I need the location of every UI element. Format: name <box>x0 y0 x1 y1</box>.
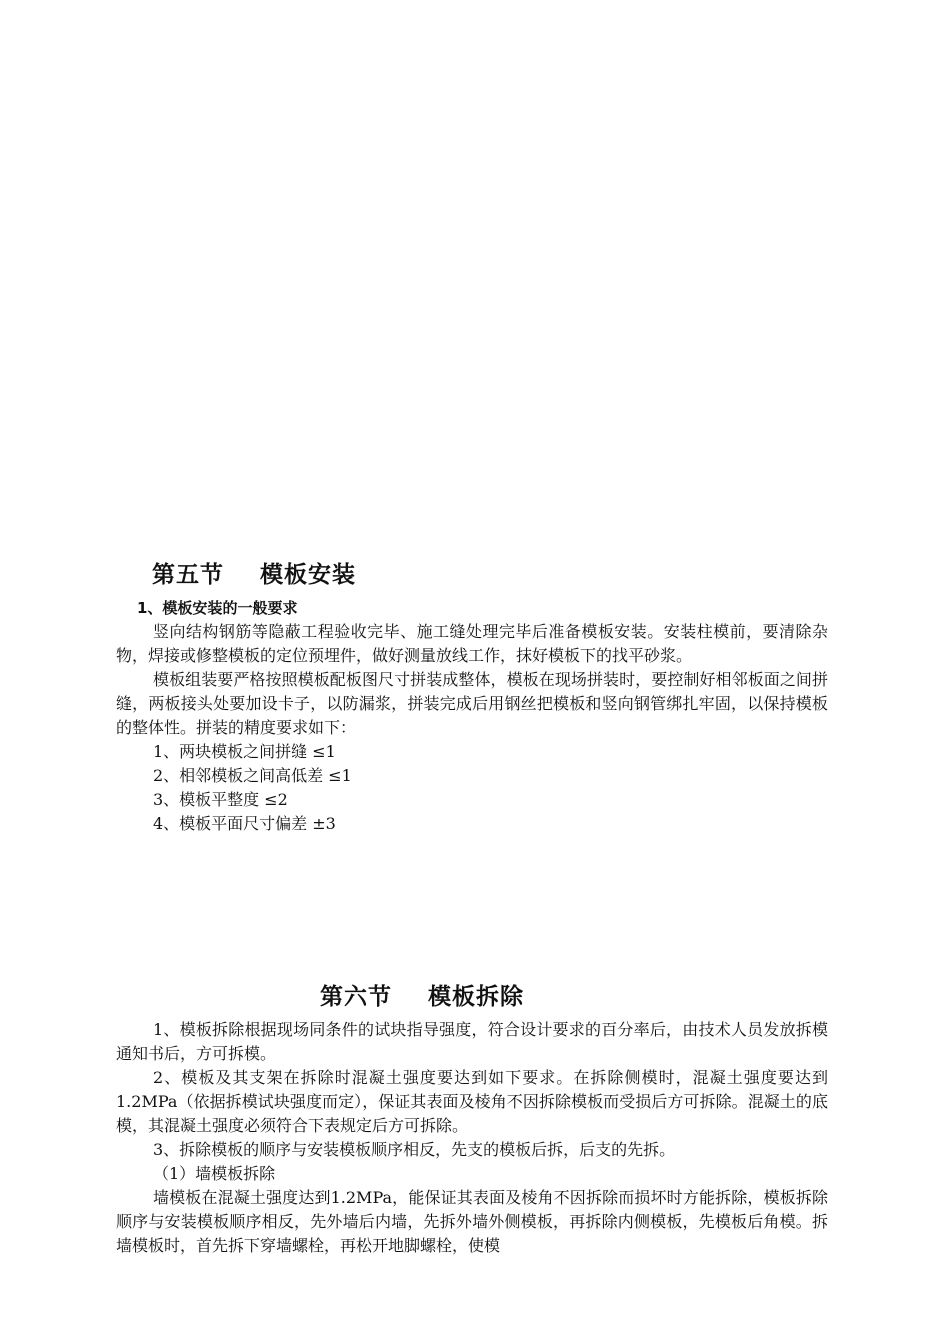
section-5-subtitle: 1、模板安装的一般要求 <box>137 599 298 617</box>
section-6-body <box>116 1018 828 1258</box>
paragraph: 墙模板在混凝土强度达到1.2MPa，能保证其表面及棱角不因拆除而损坏时方能拆除，模板拆除顺序与安装模板顺序相反，先外墙后内墙，先拆外墙外侧模板，再拆除内侧模板，先模板后角模。拆墙模板时，首先拆下穿墙螺栓，再松开地脚螺栓，使模 <box>116 1188 828 1255</box>
section-5-body <box>116 620 828 836</box>
paragraph: 1、模板拆除根据现场同条件的试块指导强度，符合设计要求的百分率后，由技术人员发放拆模通知书后，方可拆模。 <box>116 1020 828 1063</box>
section-6-title: 第六节 模板拆除 <box>320 984 525 1010</box>
section-5-title: 第五节 模板安装 <box>152 562 357 588</box>
paragraph: 模板组装要严格按照模板配板图尺寸拼装成整体，模板在现场拼装时，要控制好相邻板面之间拼缝，两板接头处要加设卡子，以防漏浆，拼装完成后用钢丝把模板和竖向钢管绑扎牢固，以保持模板的整体性。拼装的精度要求如下： <box>116 670 828 737</box>
list-item: 3、模板平整度 ≤2 <box>153 790 288 809</box>
list-item: 2、相邻模板之间高低差 ≤1 <box>153 766 352 785</box>
paragraph: 竖向结构钢筋等隐蔽工程验收完毕、施工缝处理完毕后准备模板安装。安装柱模前，要清除杂物，焊接或修整模板的定位预埋件，做好测量放线工作，抹好模板下的找平砂浆。 <box>116 622 828 665</box>
paragraph: 2、模板及其支架在拆除时混凝土强度要达到如下要求。在拆除侧模时，混凝土强度要达到1.2MPa（依据拆模试块强度而定），保证其表面及棱角不因拆除模板而受损后方可拆除。混凝土的底模，其混凝土强度必须符合下表规定后方可拆除。 <box>116 1068 828 1135</box>
list-item: 4、模板平面尺寸偏差 ±3 <box>153 814 336 833</box>
paragraph: 3、拆除模板的顺序与安装模板顺序相反，先支的模板后拆，后支的先拆。 <box>153 1140 676 1159</box>
list-item: 1、两块模板之间拼缝 ≤1 <box>153 742 336 761</box>
list-item: （1）墙模板拆除 <box>153 1164 276 1183</box>
